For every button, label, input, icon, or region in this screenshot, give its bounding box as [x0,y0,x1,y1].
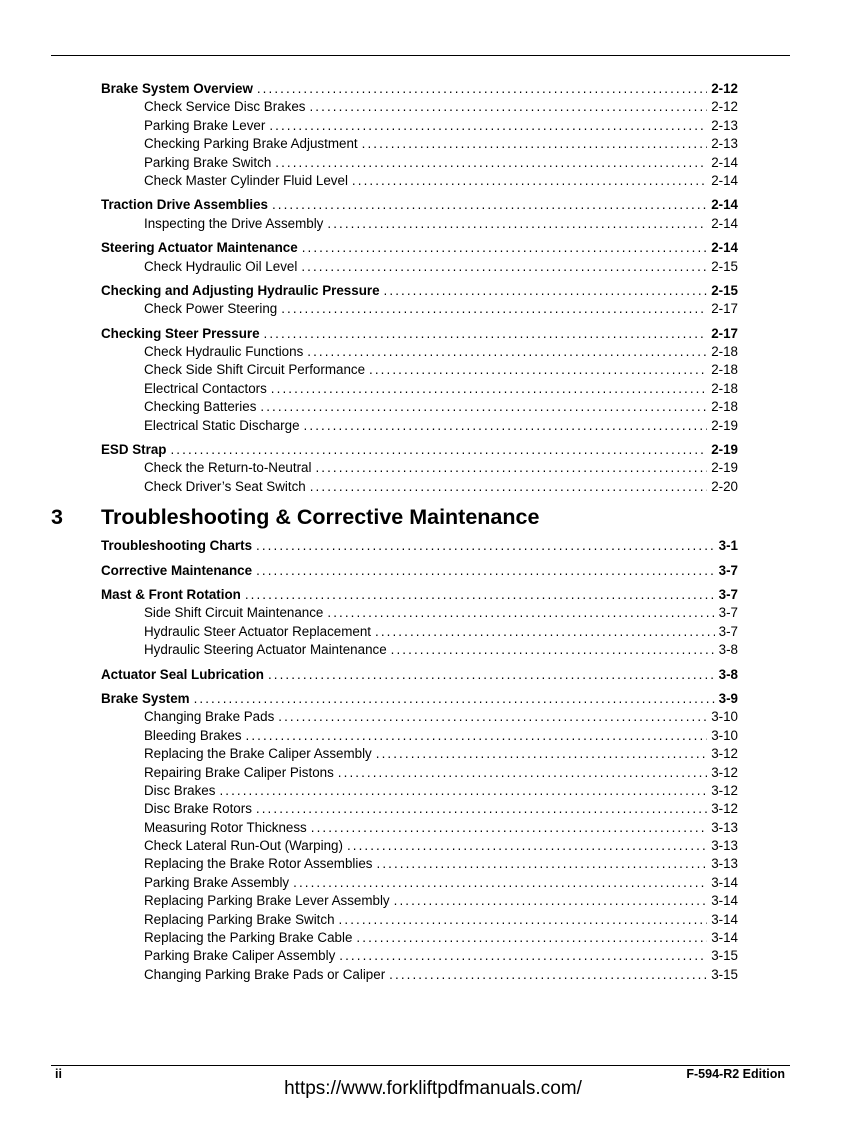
entry-title: Replacing the Brake Caliper Assembly [144,746,372,762]
entry-title: Check Driver’s Seat Switch [144,478,306,494]
section-page: 2-17 [711,325,738,341]
toc-group [101,537,738,555]
toc-entry-changing-brake-pads[interactable] [101,708,738,726]
dot-leader [301,258,707,276]
entry-title: Electrical Static Discharge [144,417,300,433]
toc-entry-measuring-rotor-thickness[interactable] [101,819,738,837]
entry-page: 2-18 [711,399,738,415]
dot-leader [170,441,707,459]
toc-entry-check-power-steering[interactable] [101,300,738,318]
toc-group [101,441,738,496]
entry-page: 3-12 [711,782,738,798]
dot-leader [245,586,715,604]
toc-entry-replacing-the-brake-rotor-assemblies[interactable] [101,855,738,873]
toc-group [101,80,738,190]
dot-leader [269,117,707,135]
dot-leader [315,459,707,477]
dot-leader [219,782,707,800]
section-title: Steering Actuator Maintenance [101,240,298,256]
toc-entry-check-service-disc-brakes[interactable] [101,98,738,116]
entry-title: Disc Brakes [144,782,216,798]
toc-group [101,239,738,276]
dot-leader [376,745,707,763]
entry-page: 2-19 [711,417,738,433]
toc-section-mast-front-rotation[interactable] [101,586,738,604]
entry-title: Measuring Rotor Thickness [144,819,307,835]
entry-page: 2-14 [711,154,738,170]
entry-page: 3-12 [711,746,738,762]
entry-page: 3-10 [711,709,738,725]
toc-entry-inspecting-the-drive-assembly[interactable] [101,215,738,233]
toc-entry-replacing-the-parking-brake-cable[interactable] [101,929,738,947]
entry-title: Hydraulic Steer Actuator Replacement [144,623,372,639]
toc-entry-repairing-brake-caliper-pistons[interactable] [101,764,738,782]
dot-leader [375,623,715,641]
toc-entry-replacing-parking-brake-lever-assembly[interactable] [101,892,738,910]
dot-leader [278,708,707,726]
entry-title: Side Shift Circuit Maintenance [144,605,324,621]
entry-title: Parking Brake Switch [144,154,272,170]
footer-rule [51,1065,790,1066]
entry-title: Replacing the Brake Rotor Assemblies [144,856,373,872]
toc-entry-replacing-the-brake-caliper-assembly[interactable] [101,745,738,763]
section-title: Traction Drive Assemblies [101,197,268,213]
entry-page: 3-14 [711,911,738,927]
dot-leader [309,98,707,116]
section-page: 3-7 [718,562,738,578]
entry-page: 3-12 [711,801,738,817]
dot-leader [394,892,708,910]
entry-title: Check Master Cylinder Fluid Level [144,172,348,188]
dot-leader [256,562,715,580]
entry-page: 2-18 [711,362,738,378]
entry-title: Checking Batteries [144,399,257,415]
watermark-url[interactable]: https://www.forkliftpdfmanuals.com/ [284,1078,582,1099]
toc-entry-parking-brake-switch[interactable] [101,154,738,172]
entry-title: Disc Brake Rotors [144,801,252,817]
dot-leader [338,764,707,782]
entry-title: Check Service Disc Brakes [144,99,306,115]
entry-title: Check Lateral Run-Out (Warping) [144,838,343,854]
entry-title: Electrical Contactors [144,380,267,396]
dot-leader [293,874,707,892]
entry-title: Replacing the Parking Brake Cable [144,930,353,946]
entry-title: Check the Return-to-Neutral [144,460,312,476]
section-title: Checking and Adjusting Hydraulic Pressure [101,282,380,298]
dot-leader [281,300,707,318]
entry-title: Bleeding Brakes [144,727,242,743]
section-page: 3-9 [718,690,738,706]
dot-leader [339,911,708,929]
entry-title: Check Side Shift Circuit Performance [144,362,366,378]
dot-leader [384,282,708,300]
entry-page: 2-17 [711,301,738,317]
toc-section-brake-system[interactable] [101,690,738,708]
toc-entry-check-lateral-run-out-warping[interactable] [101,837,738,855]
entry-title: Parking Brake Assembly [144,874,290,890]
toc-entry-check-master-cylinder-fluid-level[interactable] [101,172,738,190]
dot-leader [327,215,707,233]
section-title: ESD Strap [101,442,167,458]
toc-group [101,196,738,233]
dot-leader [194,690,715,708]
entry-page: 2-12 [711,99,738,115]
dot-leader [275,154,707,172]
section-title: Corrective Maintenance [101,562,253,578]
entry-page: 3-13 [711,819,738,835]
dot-leader [311,819,707,837]
dot-leader [369,361,707,379]
toc-group [101,325,738,435]
toc-section-troubleshooting-charts[interactable] [101,537,738,555]
entry-page: 2-13 [711,117,738,133]
entry-page: 3-14 [711,930,738,946]
dot-leader [304,417,708,435]
entry-page: 3-15 [711,966,738,982]
toc-entry-check-side-shift-circuit-performance[interactable] [101,361,738,379]
chapter-3-sections [101,537,738,984]
entry-page: 2-19 [711,460,738,476]
dot-leader [347,837,707,855]
table-of-contents [51,80,738,990]
toc-entry-checking-batteries[interactable] [101,398,738,416]
entry-page: 3-10 [711,727,738,743]
dot-leader [302,239,708,257]
entry-page: 3-12 [711,764,738,780]
toc-section-esd-strap[interactable] [101,441,738,459]
entry-page: 2-13 [711,136,738,152]
chapter-title: Troubleshooting & Corrective Maintenance [101,505,540,530]
toc-entry-replacing-parking-brake-switch[interactable] [101,911,738,929]
entry-title: Checking Parking Brake Adjustment [144,136,358,152]
entry-page: 3-13 [711,838,738,854]
entry-page: 3-8 [718,642,738,658]
toc-entry-electrical-static-discharge[interactable] [101,417,738,435]
dot-leader [391,641,715,659]
toc-entry-hydraulic-steering-actuator-maintenance[interactable] [101,641,738,659]
entry-page: 2-14 [711,215,738,231]
entry-title: Changing Brake Pads [144,709,275,725]
chapter-heading [51,502,738,532]
toc-entry-parking-brake-assembly[interactable] [101,874,738,892]
entry-page: 3-7 [718,623,738,639]
section-page: 2-12 [711,81,738,96]
toc-section-checking-and-adjusting-hydraulic-pressure[interactable] [101,282,738,300]
entry-page: 2-18 [711,380,738,396]
toc-entry-disc-brakes[interactable] [101,782,738,800]
dot-leader [307,343,707,361]
entry-page: 3-14 [711,874,738,890]
toc-entry-hydraulic-steer-actuator-replacement[interactable] [101,623,738,641]
toc-group [101,690,738,984]
toc-section-checking-steer-pressure[interactable] [101,325,738,343]
toc-entry-electrical-contactors[interactable] [101,380,738,398]
dot-leader [356,929,707,947]
entry-title: Parking Brake Caliper Assembly [144,948,336,964]
entry-page: 2-20 [711,478,738,494]
footer-page-number: ii [55,1067,62,1081]
section-title: Brake System [101,690,190,706]
dot-leader [256,800,707,818]
entry-page: 3-14 [711,893,738,909]
section-page: 2-15 [711,282,738,298]
dot-leader [271,380,707,398]
dot-leader [264,325,708,343]
toc-entry-side-shift-circuit-maintenance[interactable] [101,604,738,622]
dot-leader [377,855,708,873]
dot-leader [268,666,715,684]
toc-section-corrective-maintenance[interactable] [101,562,738,580]
toc-section-actuator-seal-lubrication[interactable] [101,666,738,684]
entry-page: 3-7 [718,605,738,621]
toc-group [101,666,738,684]
dot-leader [272,196,707,214]
entry-title: Check Power Steering [144,301,278,317]
entry-title: Parking Brake Lever [144,117,266,133]
section-page: 3-7 [718,586,738,602]
section-title: Checking Steer Pressure [101,325,260,341]
entry-title: Changing Parking Brake Pads or Caliper [144,966,386,982]
toc-entry-parking-brake-caliper-assembly[interactable] [101,947,738,965]
entry-page: 2-14 [711,172,738,188]
toc-entry-check-the-return-to-neutral[interactable] [101,459,738,477]
dot-leader [310,478,707,496]
entry-page: 2-18 [711,344,738,360]
section-page: 3-1 [718,538,738,554]
entry-title: Check Hydraulic Oil Level [144,258,298,274]
dot-leader [339,947,707,965]
dot-leader [260,398,707,416]
entry-title: Check Hydraulic Functions [144,344,304,360]
entry-title: Replacing Parking Brake Switch [144,911,335,927]
toc-entry-check-hydraulic-oil-level[interactable] [101,258,738,276]
section-page: 2-14 [711,240,738,256]
section-title: Actuator Seal Lubrication [101,666,264,682]
entry-page: 2-15 [711,258,738,274]
section-page: 3-8 [718,666,738,682]
dot-leader [246,727,708,745]
dot-leader [352,172,707,190]
toc-entry-check-hydraulic-functions[interactable] [101,343,738,361]
toc-section-traction-drive-assemblies[interactable] [101,196,738,214]
chapter-number: 3 [51,505,63,530]
entry-page: 3-13 [711,856,738,872]
section-page: 2-19 [711,442,738,458]
section-title: Troubleshooting Charts [101,538,253,554]
toc-entry-checking-parking-brake-adjustment[interactable] [101,135,738,153]
toc-section-steering-actuator-maintenance[interactable] [101,239,738,257]
toc-entry-disc-brake-rotors[interactable] [101,800,738,818]
entry-title: Hydraulic Steering Actuator Maintenance [144,642,387,658]
section-title: Mast & Front Rotation [101,586,241,602]
section-page: 2-14 [711,197,738,213]
entry-title: Inspecting the Drive Assembly [144,215,324,231]
dot-leader [362,135,708,153]
toc-section-brake-system-overview[interactable] [101,80,738,98]
toc-group [101,562,738,580]
toc-entry-bleeding-brakes[interactable] [101,727,738,745]
header-rule [51,55,790,56]
toc-entry-check-driver-s-seat-switch[interactable] [101,478,738,496]
dot-leader [257,80,707,98]
toc-entry-parking-brake-lever[interactable] [101,117,738,135]
dot-leader [256,537,715,555]
entry-title: Repairing Brake Caliper Pistons [144,764,334,780]
section-title: Brake System Overview [101,81,253,96]
footer-edition: F-594-R2 Edition [686,1067,785,1081]
entry-title: Replacing Parking Brake Lever Assembly [144,893,390,909]
toc-entry-changing-parking-brake-pads-or-caliper[interactable] [101,966,738,984]
entry-page: 3-15 [711,948,738,964]
chapter-2-sections [101,80,738,496]
toc-group [101,586,738,660]
dot-leader [327,604,714,622]
toc-group [101,282,738,319]
dot-leader [389,966,707,984]
